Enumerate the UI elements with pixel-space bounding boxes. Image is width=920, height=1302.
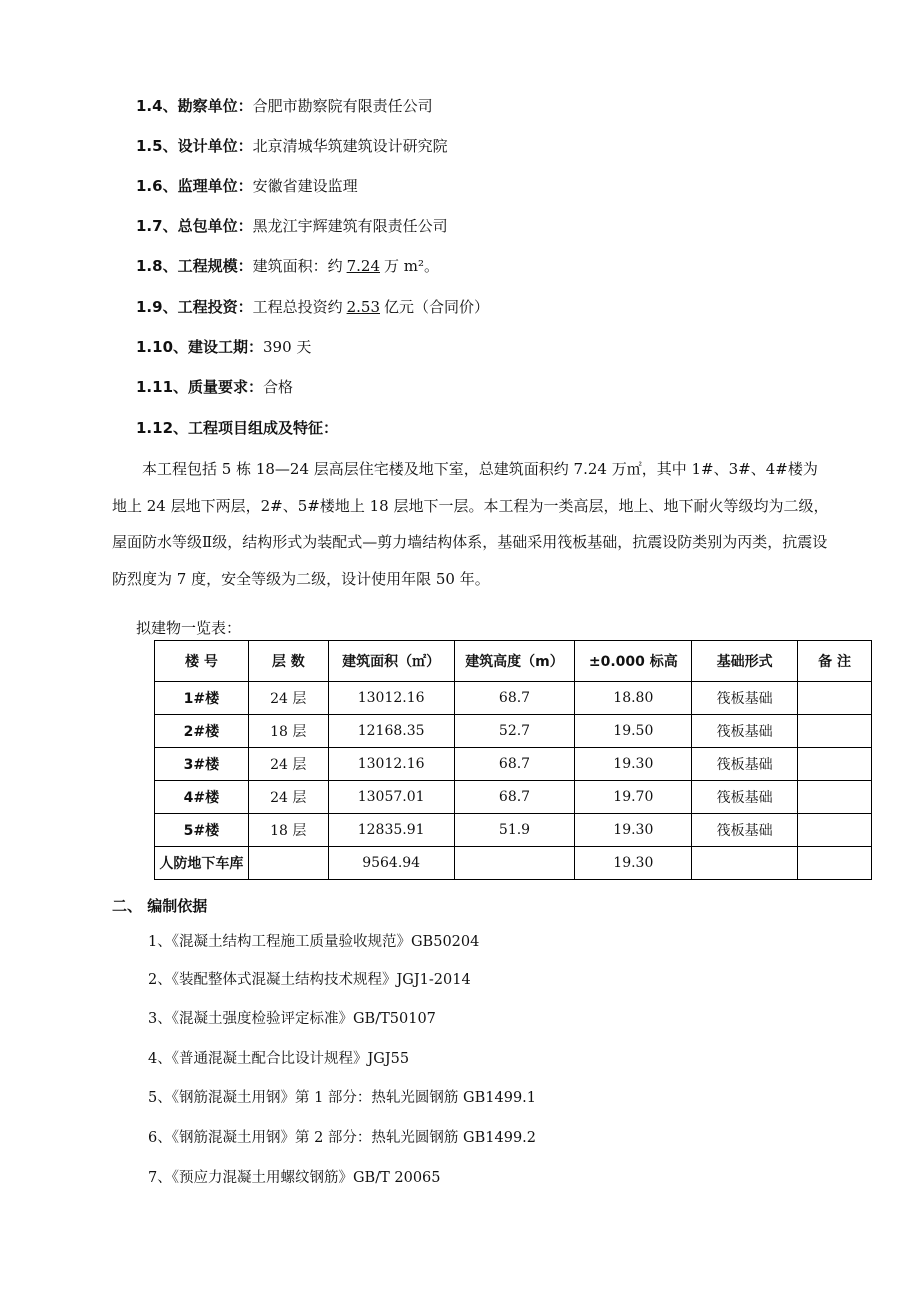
reference-item: 5、《钢筋混凝土用钢》第 1 部分：热轧光圆钢筋 GB1499.1 bbox=[148, 1090, 537, 1106]
cell-floors: 24 层 bbox=[248, 748, 328, 781]
item-survey-unit bbox=[136, 95, 433, 116]
table-header-row bbox=[155, 641, 872, 682]
table-row bbox=[155, 847, 872, 880]
cell-height: 51.9 bbox=[454, 814, 575, 847]
cell-foundation: 筏板基础 bbox=[692, 715, 798, 748]
item-value: 黑龙江宇辉建筑有限责任公司 bbox=[252, 217, 448, 235]
item-label: 1.4、勘察单位： bbox=[136, 97, 253, 115]
reference-item: 7、《预应力混凝土用螺纹钢筋》GB/T 20065 bbox=[148, 1170, 441, 1186]
item-label: 1.7、总包单位： bbox=[136, 217, 253, 235]
item-value: 390 天 bbox=[263, 338, 312, 356]
cell-area: 9564.94 bbox=[328, 847, 454, 880]
cell-elevation: 19.30 bbox=[575, 814, 692, 847]
cell-height: 68.7 bbox=[454, 682, 575, 715]
item-design-unit bbox=[136, 135, 448, 156]
col-building-no: 楼 号 bbox=[155, 641, 249, 682]
cell-foundation: 筏板基础 bbox=[692, 682, 798, 715]
item-supervision-unit bbox=[136, 175, 358, 196]
item-value: 安徽省建设监理 bbox=[252, 177, 358, 195]
cell-area: 13057.01 bbox=[328, 781, 454, 814]
reference-item: 1、《混凝土结构工程施工质量验收规范》GB50204 bbox=[148, 934, 480, 950]
cell-remark bbox=[798, 682, 872, 715]
cell-elevation: 19.30 bbox=[575, 748, 692, 781]
invest-post: 亿元（合同价） bbox=[384, 298, 490, 316]
cell-height: 52.7 bbox=[454, 715, 575, 748]
col-foundation: 基础形式 bbox=[692, 641, 798, 682]
cell-elevation: 19.30 bbox=[575, 847, 692, 880]
item-label: 1.6、监理单位： bbox=[136, 177, 253, 195]
cell-area: 13012.16 bbox=[328, 748, 454, 781]
table-row bbox=[155, 715, 872, 748]
cell-area: 12835.91 bbox=[328, 814, 454, 847]
cell-floors: 24 层 bbox=[248, 682, 328, 715]
section-heading: 二、 编制依据 bbox=[112, 897, 208, 915]
cell-remark bbox=[798, 781, 872, 814]
item-contractor bbox=[136, 215, 448, 236]
cell-building: 人防地下车库 bbox=[155, 847, 249, 880]
cell-floors: 18 层 bbox=[248, 814, 328, 847]
cell-floors bbox=[248, 847, 328, 880]
table-row bbox=[155, 748, 872, 781]
project-description: 本工程包括 5 栋 18—24 层高层住宅楼及地下室，总建筑面积约 7.24 万㎡，其中 1#、3#、4#楼为地上 24 层地下两层，2#、5#楼地上 18 层地下一层。本工程为一类高层，地上、地下耐火等级均为二级，屋面防水等级Ⅱ级，结构形式为装配式—剪力墙结构体系，基础采用筏板基础，抗震设防类别为丙类，抗震设防烈度为 7 度，安全等级为二级，设计使用年限 50 年。 bbox=[112, 460, 829, 588]
col-floors: 层 数 bbox=[248, 641, 328, 682]
scale-pre: 建筑面积：约 bbox=[252, 257, 343, 275]
reference-item: 6、《钢筋混凝土用钢》第 2 部分：热轧光圆钢筋 GB1499.2 bbox=[148, 1130, 537, 1146]
item-label: 1.10、建设工期： bbox=[136, 338, 264, 356]
cell-building: 5#楼 bbox=[155, 814, 249, 847]
reference-item: 3、《混凝土强度检验评定标准》GB/T50107 bbox=[148, 1011, 436, 1027]
item-label: 1.5、设计单位： bbox=[136, 137, 253, 155]
scale-value: 7.24 bbox=[346, 257, 380, 275]
item-label: 1.8、工程规模： bbox=[136, 257, 253, 275]
cell-building: 1#楼 bbox=[155, 682, 249, 715]
item-label: 1.11、质量要求： bbox=[136, 378, 264, 396]
table-caption: 拟建物一览表： bbox=[136, 619, 242, 637]
building-table bbox=[154, 640, 872, 880]
cell-remark bbox=[798, 715, 872, 748]
cell-building: 3#楼 bbox=[155, 748, 249, 781]
cell-floors: 18 层 bbox=[248, 715, 328, 748]
scale-post: 万 m²。 bbox=[384, 257, 440, 275]
reference-item: 4、《普通混凝土配合比设计规程》JGJ55 bbox=[148, 1051, 410, 1067]
cell-floors: 24 层 bbox=[248, 781, 328, 814]
cell-remark bbox=[798, 748, 872, 781]
item-label: 1.9、工程投资： bbox=[136, 298, 253, 316]
col-height: 建筑高度（m） bbox=[454, 641, 575, 682]
table-row bbox=[155, 814, 872, 847]
reference-item: 2、《装配整体式混凝土结构技术规程》JGJ1-2014 bbox=[148, 972, 471, 988]
cell-foundation bbox=[692, 847, 798, 880]
cell-remark bbox=[798, 847, 872, 880]
col-elevation: ±0.000 标高 bbox=[575, 641, 692, 682]
table-row bbox=[155, 781, 872, 814]
item-value: 北京清城华筑建筑设计研究院 bbox=[252, 137, 448, 155]
item-composition bbox=[136, 417, 338, 438]
cell-elevation: 18.80 bbox=[575, 682, 692, 715]
item-period bbox=[136, 336, 311, 357]
col-remark: 备 注 bbox=[798, 641, 872, 682]
invest-pre: 工程总投资约 bbox=[252, 298, 343, 316]
invest-value: 2.53 bbox=[346, 298, 380, 316]
cell-building: 4#楼 bbox=[155, 781, 249, 814]
item-value: 合格 bbox=[263, 378, 294, 396]
cell-area: 13012.16 bbox=[328, 682, 454, 715]
table-row bbox=[155, 682, 872, 715]
cell-building: 2#楼 bbox=[155, 715, 249, 748]
cell-foundation: 筏板基础 bbox=[692, 814, 798, 847]
col-area: 建筑面积（㎡） bbox=[328, 641, 454, 682]
cell-height: 68.7 bbox=[454, 748, 575, 781]
item-scale bbox=[136, 255, 439, 276]
cell-foundation: 筏板基础 bbox=[692, 748, 798, 781]
cell-foundation: 筏板基础 bbox=[692, 781, 798, 814]
cell-height: 68.7 bbox=[454, 781, 575, 814]
cell-remark bbox=[798, 814, 872, 847]
cell-height bbox=[454, 847, 575, 880]
cell-elevation: 19.50 bbox=[575, 715, 692, 748]
item-value: 合肥市勘察院有限责任公司 bbox=[252, 97, 433, 115]
item-investment bbox=[136, 296, 489, 317]
item-label: 1.12、工程项目组成及特征： bbox=[136, 419, 339, 437]
cell-elevation: 19.70 bbox=[575, 781, 692, 814]
item-quality bbox=[136, 376, 293, 397]
cell-area: 12168.35 bbox=[328, 715, 454, 748]
